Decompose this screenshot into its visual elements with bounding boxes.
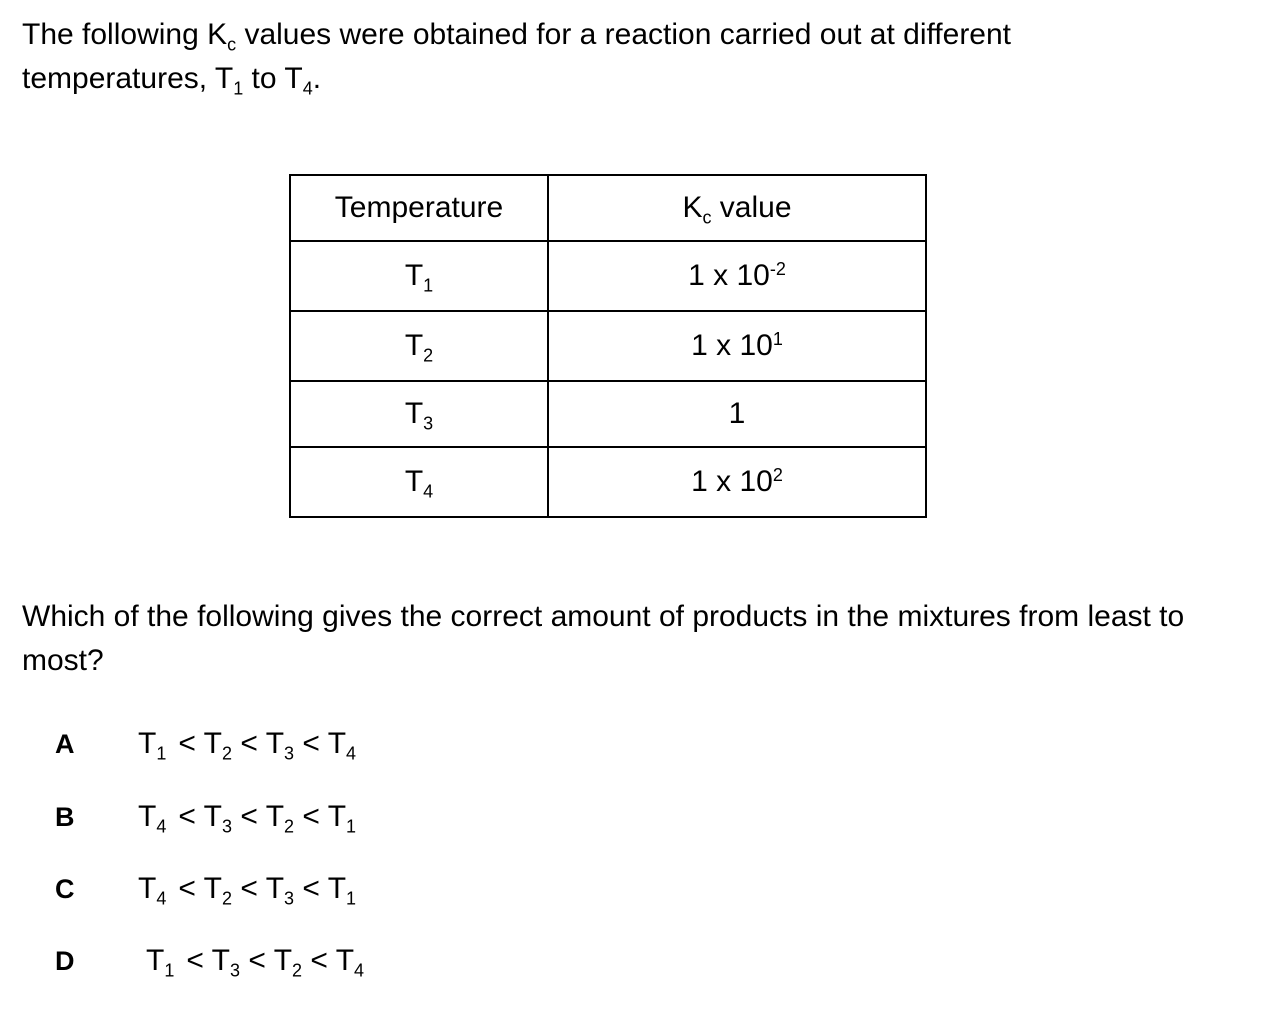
intro-text: .: [312, 62, 322, 95]
option-c[interactable]: [55, 869, 356, 909]
temperature-cell: $T_1$: [290, 241, 548, 311]
option-letter: B: [55, 802, 75, 832]
temperature-cell: $T_3$: [290, 381, 548, 447]
intro-text: to T: [243, 62, 303, 95]
t1-subscript: 1: [233, 78, 244, 99]
table-header-row: [290, 175, 926, 241]
table-row: [290, 381, 926, 447]
table-row: [290, 241, 926, 311]
option-letter: C: [55, 874, 75, 904]
header-temperature: Temperature: [290, 175, 548, 241]
option-letter: D: [55, 946, 75, 976]
option-d[interactable]: [55, 941, 364, 981]
option-a[interactable]: [55, 724, 356, 764]
temperature-cell: $T_2$: [290, 311, 548, 381]
intro-text: values were obtained for a reaction carried out at different: [236, 18, 1012, 51]
kc-value-cell: 1: [548, 381, 926, 447]
option-b[interactable]: [55, 797, 356, 837]
kc-value-cell: 1 x $10^2$: [548, 447, 926, 517]
intro-paragraph: [22, 13, 1011, 101]
intro-text: The following K: [22, 18, 228, 51]
kc-value-cell: 1 x $10^{-2}$: [548, 241, 926, 311]
question-text: Which of the following gives the correct amount of products in the mixtures from least to most?: [22, 600, 1185, 677]
temperature-cell: $T_4$: [290, 447, 548, 517]
option-expression: $T_4 < T_2 < T_3 < T_1$: [138, 872, 357, 909]
kc-subscript: c: [227, 34, 237, 55]
intro-text: temperatures, T: [22, 62, 234, 95]
t4-subscript: 4: [302, 78, 313, 99]
kc-value-cell: 1 x $10^1$: [548, 311, 926, 381]
header-kc-value: $K_c$ value: [548, 175, 926, 241]
option-expression: $T_1 < T_3 < T_2 < T_4$: [146, 944, 365, 981]
table-row: [290, 311, 926, 381]
option-expression: $T_4 < T_3 < T_2 < T_1$: [138, 800, 357, 837]
option-letter: A: [55, 729, 75, 759]
kc-table: [289, 174, 927, 518]
option-expression: $T_1 < T_2 < T_3 < T_4$: [138, 727, 357, 764]
table-row: [290, 447, 926, 517]
